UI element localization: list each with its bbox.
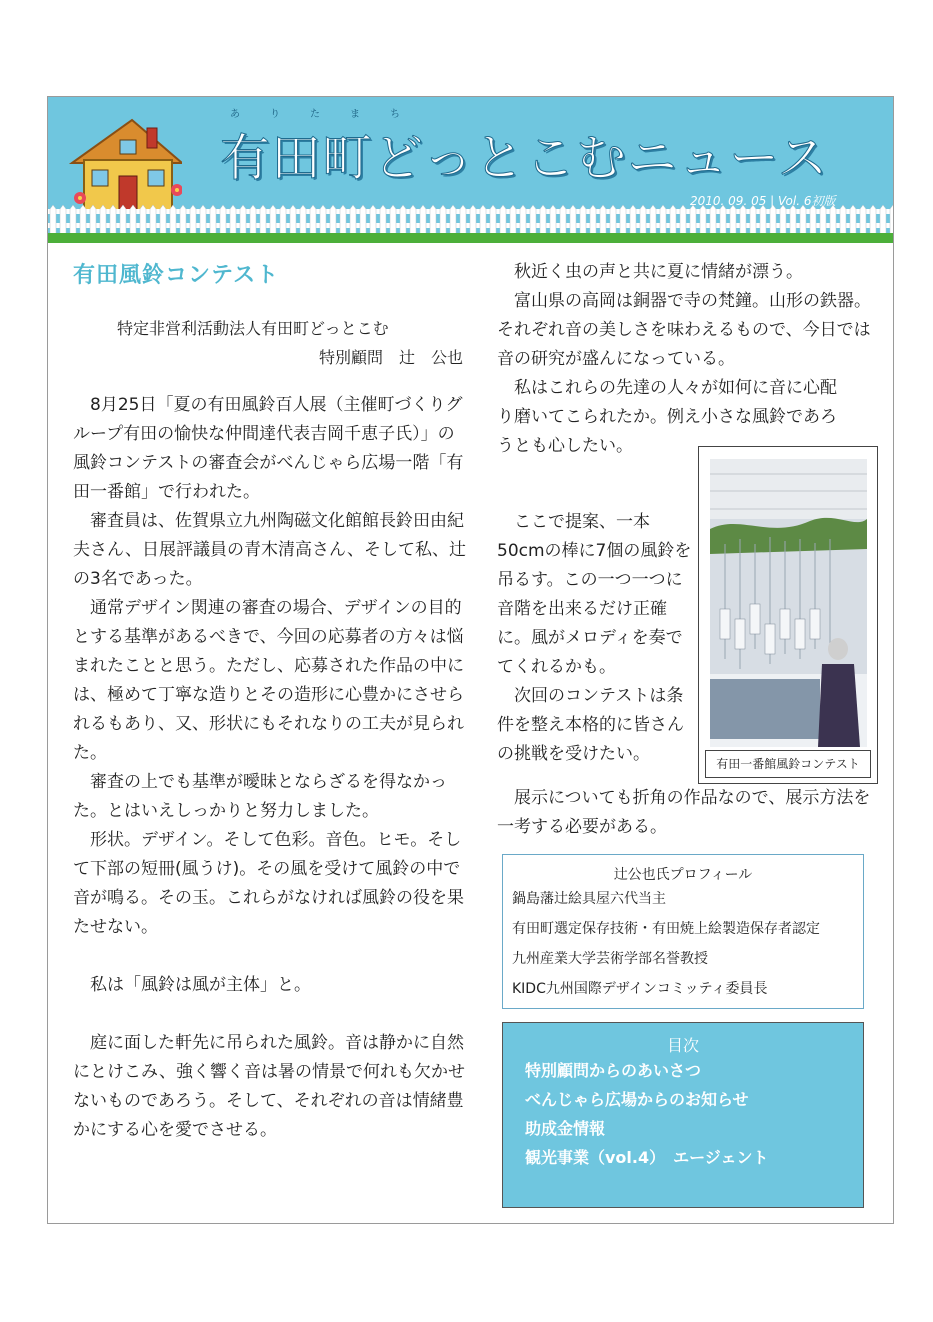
fence-picket <box>310 205 316 237</box>
fence-picket <box>820 205 826 237</box>
fence-picket <box>170 205 176 237</box>
fence-picket <box>680 205 686 237</box>
paragraph: 展示についても折角の作品なので、展示方法を一考する必要がある。 <box>497 788 871 837</box>
byline-org: 特定非営利活動法人有田町どっとこむ <box>117 319 389 338</box>
fence-picket <box>400 205 406 237</box>
fence-picket <box>390 205 396 237</box>
fence-picket <box>260 205 266 237</box>
fence-picket <box>50 205 56 237</box>
fence-picket <box>530 205 536 237</box>
fence-picket <box>500 205 506 237</box>
fence-picket <box>570 205 576 237</box>
fence-picket <box>370 205 376 237</box>
fence-picket <box>200 205 206 237</box>
fence-picket <box>760 205 766 237</box>
fence-picket <box>440 205 446 237</box>
toc-item: 特別顧問からのあいさつ <box>525 1061 702 1080</box>
fence-picket <box>630 205 636 237</box>
fence-picket <box>670 205 676 237</box>
fence-picket <box>250 205 256 237</box>
table-of-contents <box>502 1022 864 1208</box>
byline <box>73 314 463 372</box>
fence-picket <box>860 205 866 237</box>
profile-item: KIDC九州国際デザインコミッティ委員長 <box>512 981 768 997</box>
fence-picket <box>710 205 716 237</box>
profile-item: 九州産業大学芸術学部名誉教授 <box>512 951 708 967</box>
toc-item: べんじゃら広場からのお知らせ <box>525 1090 749 1109</box>
toc-item: 観光事業（vol.4） エージェント <box>525 1148 769 1167</box>
fence-picket <box>810 205 816 237</box>
paragraph: 8月25日「夏の有田風鈴百人展（主催町づくりグループ有田の愉快な仲間達代表吉岡千恵子氏）」の風鈴コンテストの審査会がべんじゃら広場一階「有田一番館」で行われた。 <box>73 395 464 502</box>
profile-item: 鍋島藩辻絵具屋六代当主 <box>512 891 666 907</box>
fence-picket <box>600 205 606 237</box>
wind-chime-photo <box>710 459 867 747</box>
paragraph: 富山県の高岡は銅器で寺の梵鐘。山形の鉄器。それぞれ音の美しさを味わえるもので、今日では音の研究が盛んになっている。 <box>497 291 871 369</box>
paragraph: 次回のコンテストは条件を整え本格的に皆さんの挑戦を受けたい。 <box>497 686 684 764</box>
fence-picket <box>350 205 356 237</box>
fence-picket <box>550 205 556 237</box>
fence-picket <box>830 205 836 237</box>
fence-picket <box>330 205 336 237</box>
fence-picket <box>620 205 626 237</box>
article-heading: 有田風鈴コンテスト <box>73 263 280 288</box>
byline-name: 特別顧問 辻 公也 <box>318 348 463 367</box>
fence-picket <box>580 205 586 237</box>
fence-picket <box>160 205 166 237</box>
fence-picket <box>70 205 76 237</box>
fence-picket <box>380 205 386 237</box>
toc-title: 目次 <box>666 1036 699 1055</box>
fence-picket <box>840 205 846 237</box>
article-left-column <box>73 391 468 1145</box>
paragraph: 秋近く虫の声と共に夏に情緒が漂う。 <box>514 262 803 282</box>
fence-picket <box>560 205 566 237</box>
fence-picket <box>720 205 726 237</box>
fence-picket <box>510 205 516 237</box>
fence-picket <box>180 205 186 237</box>
fence-picket <box>650 205 656 237</box>
fence-picket <box>730 205 736 237</box>
fence-picket <box>590 205 596 237</box>
fence-picket <box>130 205 136 237</box>
title-ruby: ありたまち <box>230 109 430 120</box>
paragraph: 私は「風鈴は風が主体」と。 <box>90 975 311 995</box>
fence-picket <box>210 205 216 237</box>
fence-picket <box>850 205 856 237</box>
fence-picket <box>790 205 796 237</box>
issue-info: 2010. 09. 05 | Vol. 6初版 <box>690 194 836 208</box>
paragraph: 審査の上でも基準が曖昧とならざるを得なかった。とはいえしっかりと努力しました。 <box>73 772 447 821</box>
fence-picket <box>470 205 476 237</box>
fence-picket <box>80 205 86 237</box>
fence-picket <box>460 205 466 237</box>
fence-picket <box>870 205 876 237</box>
paragraph: 庭に面した軒先に吊られた風鈴。音は静かに自然にとけこみ、強く響く音は暑の情景で何れも欠かせないものであろう。そして、それぞれの音は情緒豊かにする心を愛でさせる。 <box>73 1033 466 1140</box>
fence-picket <box>750 205 756 237</box>
newsletter-title: 有田町どっとこむニュース <box>220 129 829 187</box>
fence-picket <box>220 205 226 237</box>
paragraph: 形状。デザイン。そして色彩。音色。ヒモ。そして下部の短冊(風うけ)。その風を受けて風鈴の中で音が鳴る。その玉。これらがなければ風鈴の役を果たせない。 <box>73 830 464 937</box>
fence-picket <box>700 205 706 237</box>
fence-picket <box>90 205 96 237</box>
fence-picket <box>120 205 126 237</box>
fence-picket <box>660 205 666 237</box>
profile-item: 有田町選定保存技術・有田焼上絵製造保存者認定 <box>512 921 820 937</box>
fence-picket <box>230 205 236 237</box>
fence-picket <box>290 205 296 237</box>
fence-picket <box>610 205 616 237</box>
fence-picket <box>140 205 146 237</box>
paragraph: 審査員は、佐賀県立九州陶磁文化館館長鈴田由紀夫さん、日展評議員の青木清高さん、そして私、辻の3名であった。 <box>73 511 467 589</box>
fence-picket <box>300 205 306 237</box>
article-right-column-mid <box>497 508 697 769</box>
fence-picket <box>770 205 776 237</box>
fence-picket <box>640 205 646 237</box>
article-right-column-bottom <box>497 784 872 842</box>
fence-picket <box>340 205 346 237</box>
fence-picket <box>420 205 426 237</box>
profile-title: 辻公也氏プロフィール <box>613 867 753 883</box>
profile-box <box>502 854 864 1009</box>
fence-picket <box>780 205 786 237</box>
fence-picket <box>890 205 893 237</box>
fence-picket <box>360 205 366 237</box>
paragraph: ここで提案、一本50cmの棒に7個の風鈴を吊るす。この一つ一つに音階を出来るだけ正確に。風がメロディを奏でてくれるかも。 <box>497 512 692 677</box>
fence-picket <box>410 205 416 237</box>
fence-picket <box>270 205 276 237</box>
photo-caption: 有田一番館風鈴コンテスト <box>705 750 871 778</box>
fence-picket <box>110 205 116 237</box>
fence-picket <box>450 205 456 237</box>
toc-item: 助成金情報 <box>525 1119 606 1138</box>
fence-picket <box>280 205 286 237</box>
fence-picket <box>800 205 806 237</box>
fence-picket <box>690 205 696 237</box>
house-icon <box>62 118 182 213</box>
fence-picket <box>430 205 436 237</box>
paragraph: 私はこれらの先達の人々が如何に音に心配り磨いてこられたか。例え小さな風鈴であろうとも心したい。 <box>497 378 837 456</box>
fence-picket <box>520 205 526 237</box>
photo-box <box>698 446 878 784</box>
fence-picket <box>150 205 156 237</box>
fence-picket <box>490 205 496 237</box>
fence-picket <box>60 205 66 237</box>
article-right-column-top <box>497 258 872 461</box>
fence-picket <box>880 205 886 237</box>
fence-picket <box>540 205 546 237</box>
paragraph: 通常デザイン関連の審査の場合、デザインの目的とする基準があるべきで、今回の応募者の方々は悩まれたことと思う。ただし、応募された作品の中には、極めて丁寧な造りとその造形に心豊かにさせられるもあり、又、形状にもそれなりの工夫が見られた。 <box>73 598 464 763</box>
fence-picket <box>740 205 746 237</box>
fence-picket <box>480 205 486 237</box>
fence-picket <box>100 205 106 237</box>
fence-illustration <box>48 205 893 243</box>
fence-picket <box>320 205 326 237</box>
fence-picket <box>190 205 196 237</box>
fence-picket <box>240 205 246 237</box>
